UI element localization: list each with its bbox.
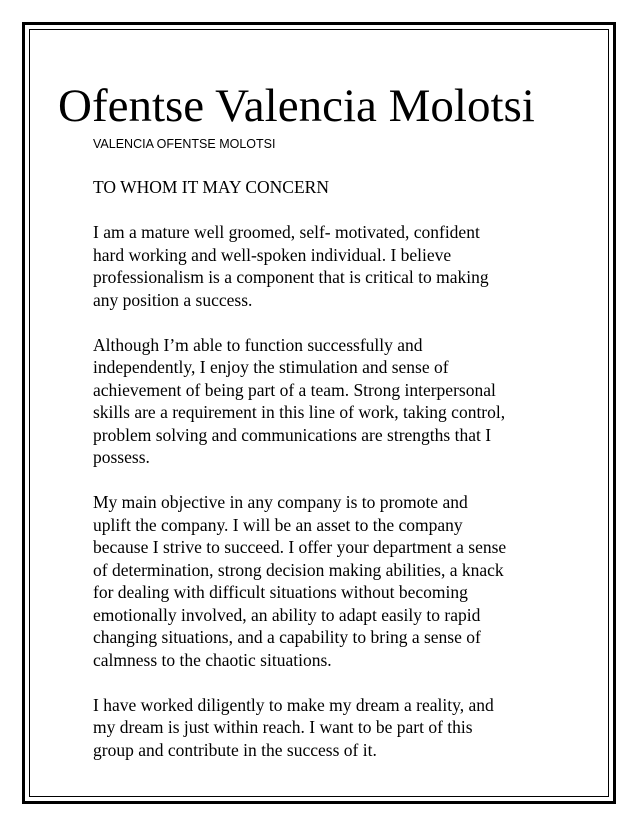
paragraph-line: possess. [93, 447, 150, 467]
paragraph-line: My main objective in any company is to promote and [93, 492, 468, 512]
paragraph-line: I have worked diligently to make my dream a reality, and [93, 694, 494, 715]
paragraph-line: of determination, strong decision making abilities, a knack [93, 559, 504, 580]
paragraph-line: hard working and well-spoken individual. I believe [93, 244, 452, 265]
paragraph-line: I am a mature well groomed, self- motivated, confident [93, 222, 480, 242]
salutation [93, 176, 543, 199]
paragraph-line: uplift the company. I will be an asset to the company [93, 514, 463, 535]
paragraph-line: professionalism is a component that is critical to making [93, 267, 489, 287]
paragraph-line: achievement of being part of a team. Strong interpersonal [93, 379, 496, 400]
paragraph-1 [93, 221, 543, 311]
paragraph-line: my dream is just within reach. I want to be part of this [93, 717, 473, 737]
salutation-text: TO WHOM IT MAY CONCERN [93, 177, 329, 197]
document-subtitle: VALENCIA OFENTSE MOLOTSI [93, 137, 276, 151]
paragraph-2 [93, 334, 543, 469]
paragraph-line: emotionally involved, an ability to adapt easily to rapid [93, 604, 481, 625]
document-title: Ofentse Valencia Molotsi [58, 80, 535, 132]
paragraph-4 [93, 694, 543, 762]
paragraph-line: problem solving and communications are strengths that I [93, 424, 492, 445]
paragraph-line: for dealing with difficult situations without becoming [93, 582, 468, 602]
letter-body [93, 176, 543, 784]
paragraph-3 [93, 491, 543, 671]
paragraph-line: independently, I enjoy the stimulation and sense of [93, 357, 449, 377]
paragraph-line: group and contribute in the success of it. [93, 739, 377, 760]
paragraph-line: Although I’m able to function successfully and [93, 334, 423, 355]
paragraph-line: calmness to the chaotic situations. [93, 649, 332, 670]
paragraph-line: because I strive to succeed. I offer your department a sense [93, 537, 507, 557]
paragraph-line: any position a success. [93, 289, 253, 310]
paragraph-line: skills are a requirement in this line of work, taking control, [93, 402, 506, 422]
paragraph-line: changing situations, and a capability to bring a sense of [93, 627, 481, 647]
